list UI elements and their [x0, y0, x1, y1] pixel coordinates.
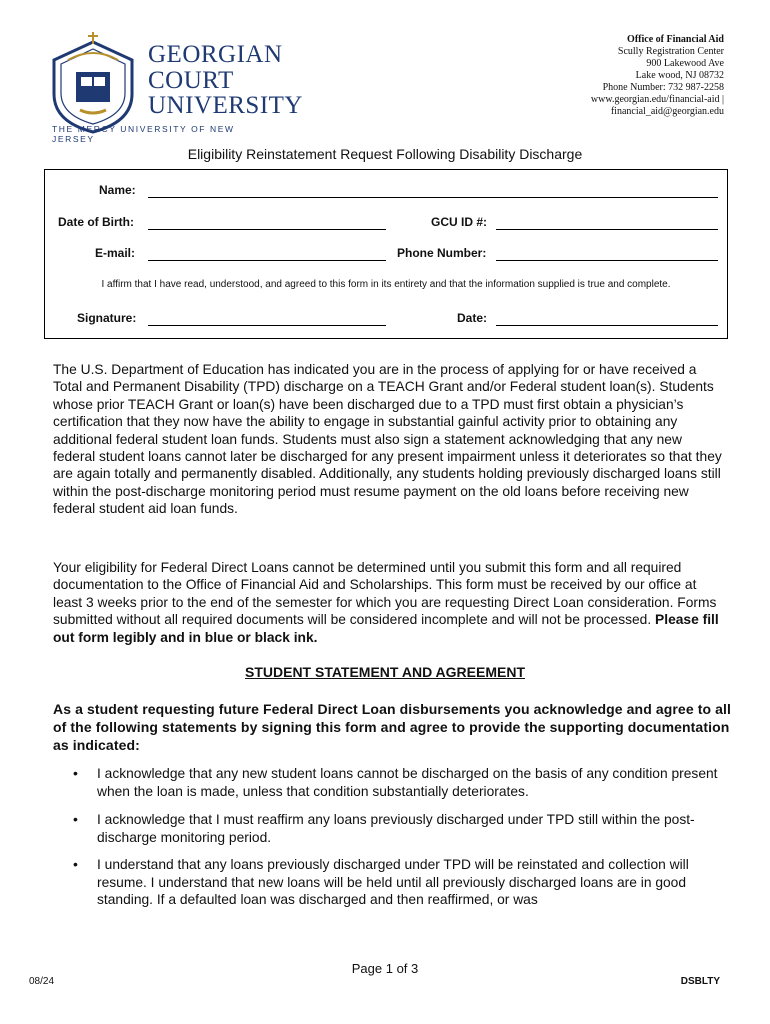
section-heading: STUDENT STATEMENT AND AGREEMENT	[245, 664, 525, 680]
logo-line-university: UNIVERSITY	[148, 92, 303, 119]
form-code: DSBLTY	[680, 976, 720, 987]
email-field[interactable]	[148, 259, 386, 261]
revision-date: 08/24	[29, 976, 55, 987]
phone-label: Phone Number:	[397, 246, 487, 260]
office-email: financial_aid@georgian.edu	[610, 106, 724, 117]
name-label: Name:	[99, 183, 136, 197]
affirmation-statement: I affirm that I have read, understood, and agreed to this form in its entirety and that the information supplied is true and complete.	[101, 279, 671, 290]
university-seal-logo	[46, 30, 140, 134]
agreement-item: I acknowledge that I must reaffirm any loans previously discharged under TPD still within the post-discharge monitoring period.	[97, 812, 695, 845]
office-website: www.georgian.edu/financial-aid |	[590, 94, 724, 105]
bullet-icon: •	[73, 856, 78, 872]
eligibility-text: Your eligibility for Federal Direct Loans cannot be determined until you submit this form and all required documentation to the Office of Financial Aid and Scholarships. This form must be received by our office at least 3 weeks prior to the end of the semester for which you are requesting Direct Loan consideration. Forms submitted without all required documents will be considered incomplete and will not be processed.	[53, 560, 717, 628]
form-box	[44, 169, 728, 339]
bullet-icon: •	[73, 811, 78, 827]
bullet-icon: •	[73, 765, 78, 781]
ink-instruction: Please fill out form legibly and in blue or black ink.	[53, 612, 719, 645]
gcu-id-field[interactable]	[496, 228, 718, 230]
dob-field[interactable]	[148, 228, 386, 230]
eligibility-paragraph	[53, 559, 723, 646]
logo-tagline: THE MERCY UNIVERSITY OF NEW JERSEY	[52, 124, 235, 144]
date-label: Date:	[457, 311, 488, 325]
signature-label: Signature:	[77, 311, 137, 325]
date-field[interactable]	[496, 324, 718, 326]
office-address-3: Lake wood, NJ 08732	[635, 70, 724, 81]
office-address-1: Scully Registration Center	[617, 46, 724, 57]
intro-paragraph: The U.S. Department of Education has indicated you are in the process of applying for or have received a Total and Permanent Disability (TPD) discharge on a TEACH Grant and/or Federal student loan(s). Students whose prior TEACH Grant or loan(s) have been discharged due to a TPD must first obtain a physician’s certification that they now have the ability to engage in substantial gainful activity prior to obtaining any additional federal student loan funds. Students must also sign a statement acknowledging that any new federal student loans cannot later be discharged for any present impairment unless it deteriorates so that they are again totally and permanently disabled. Additionally, any students holding previously discharged loans still within the post-discharge monitoring period must resume payment on the old loans before receiving new federal student aid loan funds.	[53, 362, 722, 517]
form-title: Eligibility Reinstatement Request Following Disability Discharge	[187, 146, 583, 162]
office-contact-block	[591, 34, 724, 118]
dob-label: Date of Birth:	[58, 215, 134, 229]
agreement-item: I understand that any loans previously discharged under TPD will be reinstated and collection will resume. I understand that new loans will be held until all previously discharged loans are in good standing. If a defaulted loan was discharged and then reaffirmed, or was	[97, 857, 689, 907]
name-field[interactable]	[148, 196, 718, 198]
phone-field[interactable]	[496, 259, 718, 261]
office-heading: Office of Financial Aid	[627, 34, 724, 45]
agreement-item: I acknowledge that any new student loans cannot be discharged on the basis of any condition present when the loan is made, unless that condition substantially deteriorates.	[97, 766, 718, 799]
agreement-intro: As a student requesting future Federal Direct Loan disbursements you acknowledge and agree to all of the following statements by signing this form and agree to provide the supporting documentation as indicated:	[53, 701, 731, 753]
office-address-2: 900 Lakewood Ave	[646, 58, 724, 69]
office-phone: Phone Number: 732 987-2258	[602, 82, 724, 93]
logo-line-georgian: GEORGIAN	[148, 41, 283, 68]
email-label: E-mail:	[95, 246, 136, 260]
signature-field[interactable]	[148, 324, 386, 326]
logo-line-court: COURT	[148, 67, 234, 94]
page-number: Page 1 of 3	[351, 961, 419, 976]
gcu-id-label: GCU ID #:	[431, 215, 488, 229]
